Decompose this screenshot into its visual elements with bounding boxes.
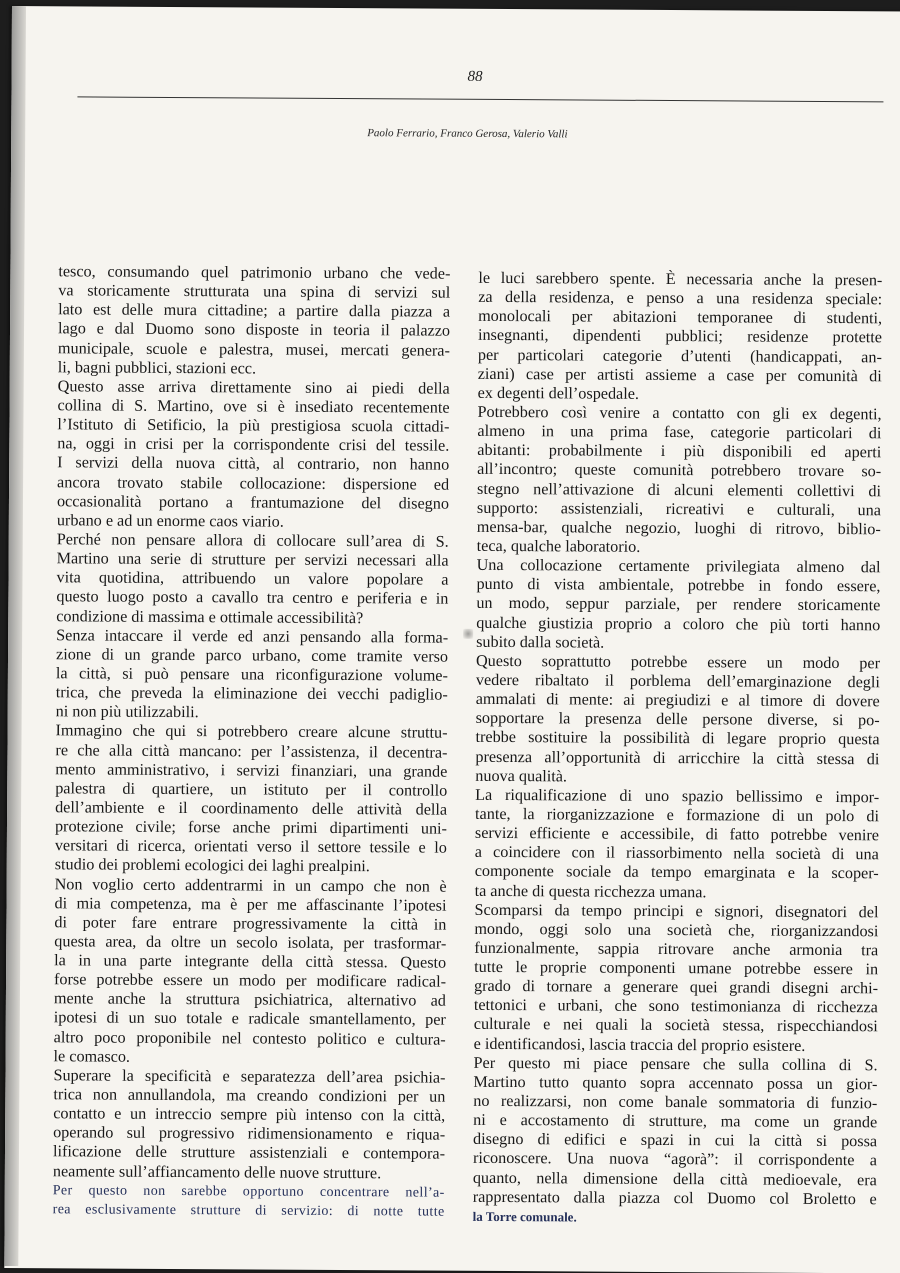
text-line: forse potrebbe essere un modo per modificare radical- <box>53 970 447 991</box>
text-line: ex degenti dell’ospedale. <box>477 383 640 403</box>
text-line: qualche giustizia proprio a coloro che più torti hanno <box>476 613 881 634</box>
text-line: mento amministrativo, i servizi finanziari, una grande <box>55 759 448 781</box>
text-line: tante, la riorganizzazione e formazione di un polo di <box>475 804 880 826</box>
text-line: Martino tutto quanto sopra accennato possa un gior- <box>473 1072 878 1094</box>
text-line: Questo soprattutto potrebbe essere un modo per <box>475 651 881 673</box>
text-line: all’incontro; queste comunità potrebbero trovare so- <box>477 460 882 481</box>
text-line: e identificandosi, lascia traccia del proprio esistere. <box>473 1034 806 1055</box>
text-line: ipotesi di un suo totale e radicale smantellamento, per <box>53 1008 446 1030</box>
text-line: mondo, oggi solo una società che, riorganizzandosi <box>474 919 879 941</box>
text-line: monolocali per abitazioni temporanee di studenti, <box>478 307 883 328</box>
text-line: lificazione delle strutture assistenziali e contempora- <box>52 1142 446 1164</box>
text-line: la città, si può pensare una riconfigurazione volume- <box>55 664 448 685</box>
text-line: Per questo non sarebbe opportuno concentrare nell’a- <box>52 1183 445 1201</box>
text-line: municipale, scuole e palestra, musei, mercati genera- <box>57 338 450 360</box>
text-line: li, bagni pubblici, stazioni ecc. <box>57 357 257 378</box>
text-line: questa area, da oltre un secolo isolata, per trasformar- <box>54 932 447 953</box>
text-line: va storicamente strutturata una spina di servizi sul <box>58 281 451 302</box>
text-line: Superare la specificità e separatezza dell’area psichia- <box>53 1066 446 1087</box>
text-line: ta anche di questa ricchezza umana. <box>474 881 707 901</box>
text-line: di poter fare entrare progressivamente la città in <box>54 913 447 934</box>
text-line: componente sociale da tempo emarginata e la scoper- <box>474 862 879 883</box>
text-line: versitari di ricerca, orientati verso il settore tessile e lo <box>54 836 447 857</box>
text-line: Immagino che qui si potrebbero creare alcune struttu- <box>55 721 448 743</box>
text-line: Non voglio certo addentrarmi in un campo che non è <box>54 874 447 896</box>
text-line: ni non più utilizzabili. <box>55 702 199 722</box>
text-line: mensa-bar, qualche negozio, luoghi di ritrovo, biblio- <box>476 517 881 539</box>
text-line: Potrebbero così venire a contatto con gli ex degenti, <box>477 402 882 424</box>
running-head-authors: Paolo Ferrario, Franco Gerosa, Valerio Valli <box>367 127 568 141</box>
text-line: contatto e un intreccio sempre più intenso con la città, <box>53 1104 446 1125</box>
text-line: supporto: assistenziali, ricreativi e culturali, una <box>476 498 881 520</box>
text-line: urbano e ad un enorme caos viario. <box>56 511 284 531</box>
text-line: la Torre comunale. <box>472 1208 577 1225</box>
scan-smudge <box>463 629 473 639</box>
text-line: Per questo mi piace pensare che sulla collina di S. <box>473 1053 878 1075</box>
text-line: vita quotidina, attribuendo un valore popolare a <box>56 568 449 589</box>
text-line: occasionalità portano a frantumazione del disegno <box>56 491 450 513</box>
text-line: zione di un grande parco urbano, come tramite verso <box>55 645 449 666</box>
text-line: trica, che preveda la eliminazione dei vecchi padiglio- <box>55 683 448 704</box>
text-line: le luci sarebbero spente. È necessaria anche la presen- <box>478 268 883 290</box>
text-line: collina di S. Martino, ove si è insediato recentemente <box>57 396 450 417</box>
text-line: Senza intaccare il verde ed anzi pensando alla forma- <box>56 625 449 647</box>
text-line: sopportare la presenza delle persone diverse, si po- <box>475 709 880 730</box>
text-line: za della residenza, e penso a una residenza speciale: <box>478 287 883 309</box>
text-line: subito dalla società. <box>476 632 605 652</box>
text-line: altro poco proponibile nel contesto politico e cultura- <box>53 1027 446 1049</box>
text-line: ni e accostamento di strutture, ma come un grande <box>473 1111 878 1132</box>
text-line: condizione di massima e ottimale accessibilità? <box>56 606 364 627</box>
text-line: ammalati di mente: ai pregiudizi e al timore di dovere <box>475 689 880 711</box>
text-line: insegnanti, dipendenti pubblici; residenze protette <box>477 326 883 347</box>
text-line: Una collocazione certamente privilegiata almeno dal <box>476 555 881 577</box>
text-line: La riqualificazione di uno spazio bellissimo e impor- <box>475 785 880 807</box>
text-line: disegno di edifici e spazi in cui la città si possa <box>473 1130 878 1151</box>
text-line: lago e dal Duomo sono disposte in teoria il palazzo <box>57 319 451 341</box>
text-line: I servizi della nuova città, al contrario, non hanno <box>57 453 450 475</box>
text-line: servizi efficiente e accessibile, di fatto potrebbe venire <box>474 823 880 845</box>
text-line: Scomparsi da tempo principi e signori, disegnatori del <box>474 900 879 921</box>
text-line: l’Istituto di Setificio, la più prestigiosa scuola cittadi- <box>57 415 450 436</box>
text-line: trica non annullandola, ma creando condizioni per un <box>53 1085 446 1106</box>
text-line: un modo, seppur parziale, per rendere storicamente <box>476 594 881 615</box>
text-line: questo luogo posto a cavallo tra centro e periferia e in <box>56 587 449 609</box>
text-line: no realizzarsi, non come banale sommatoria di funzio- <box>473 1091 878 1113</box>
text-line: lato est delle mura cittadine; a partire dalla piazza a <box>58 300 451 321</box>
text-line: abitanti: probabilmente i più disponibili ed aperti <box>477 441 882 462</box>
text-line: Questo asse arriva direttamente sino ai piedi della <box>57 377 450 398</box>
text-line: la in una parte integrante della città stessa. Questo <box>54 951 447 972</box>
text-column-left <box>53 262 451 1221</box>
text-line: culturale e nei quali la società stessa, rispecchiandosi <box>473 1015 878 1036</box>
text-line: protezione civile; forse anche primi dipartimenti uni- <box>54 817 448 838</box>
text-line: vedere ribaltato il porblema dell’emarginazione degli <box>475 670 880 692</box>
text-line: mente anche la struttura psichiatrica, alternativo ad <box>53 989 446 1011</box>
text-line: tettonici e urbani, che sono testimonianza di ricchezza <box>473 996 878 1017</box>
text-line: grado di tornare a generare quei grandi disegni archi- <box>473 977 879 998</box>
text-line: tesco, consumando quel patrimonio urbano che vede- <box>58 262 451 283</box>
text-line: re che alla città mancano: per l’assistenza, il decentra- <box>55 740 448 762</box>
text-line: studio dei problemi ecologici dei laghi prealpini. <box>54 855 370 876</box>
text-line: riconoscere. Una nuova “agorà”: il corrispondente a <box>472 1149 878 1170</box>
text-line: quanto, nella dimensione della città medioevale, era <box>472 1168 877 1189</box>
text-line: ancora trovato stabile collocazione: dispersione ed <box>57 472 450 494</box>
text-line: presenza all’opportunità di arricchire la città stessa di <box>475 747 880 768</box>
text-line: operando sul progressivo ridimensionamento e riqua- <box>53 1123 446 1144</box>
text-line: trebbe sostituire la possibilità di legare proprio questa <box>475 728 880 749</box>
header-rule <box>77 96 883 102</box>
text-line: almeno in una prima fase, categorie particolari di <box>477 421 882 443</box>
text-line: rea esclusivamente strutture di servizio: di notte tutte <box>52 1202 445 1220</box>
text-line: di mia competenza, ma è per me affascinante l’ipotesi <box>54 893 447 915</box>
page-number: 88 <box>467 68 483 85</box>
text-line: ziani) case per artisti assieme a case per comunità di <box>477 364 882 386</box>
text-line: dell’ambiente e il coordinamento delle attività della <box>55 798 448 819</box>
text-line: tutte le proprie componenti umane potrebbe essere in <box>474 957 879 979</box>
text-line: teca, qualche laboratorio. <box>476 536 641 556</box>
text-line: le comasco. <box>53 1047 131 1066</box>
text-line: punto di vista ambientale, potrebbe in fondo essere, <box>476 575 881 596</box>
document-page <box>4 6 900 1273</box>
text-line: per particolari categorie d’utenti (handicappati, an- <box>477 345 882 366</box>
text-line: a coincidere con il riassorbimento nella società di una <box>474 843 879 864</box>
text-line: palestra di quartiere, un istituto per il controllo <box>55 779 448 800</box>
text-column-right <box>473 269 883 1228</box>
page-edge <box>4 6 26 1266</box>
text-line: stegno nell’attivazione di alcuni elementi collettivi di <box>477 479 882 500</box>
text-line: Perché non pensare allora di collocare sull’area di S. <box>56 530 449 551</box>
text-line: na, oggi in crisi per la corrispondente crisi del tessile. <box>57 434 450 455</box>
text-line: neamente sull’affiancamento delle nuove strutture. <box>52 1161 382 1182</box>
text-line: Martino una serie di strutture per servizi necessari alla <box>56 549 449 570</box>
text-line: nuova qualità. <box>475 766 568 786</box>
text-line: rappresentato dalla piazza col Duomo col Broletto e <box>472 1187 877 1209</box>
text-line: funzionalmente, sappia ritrovare anche armonia tra <box>474 938 879 960</box>
